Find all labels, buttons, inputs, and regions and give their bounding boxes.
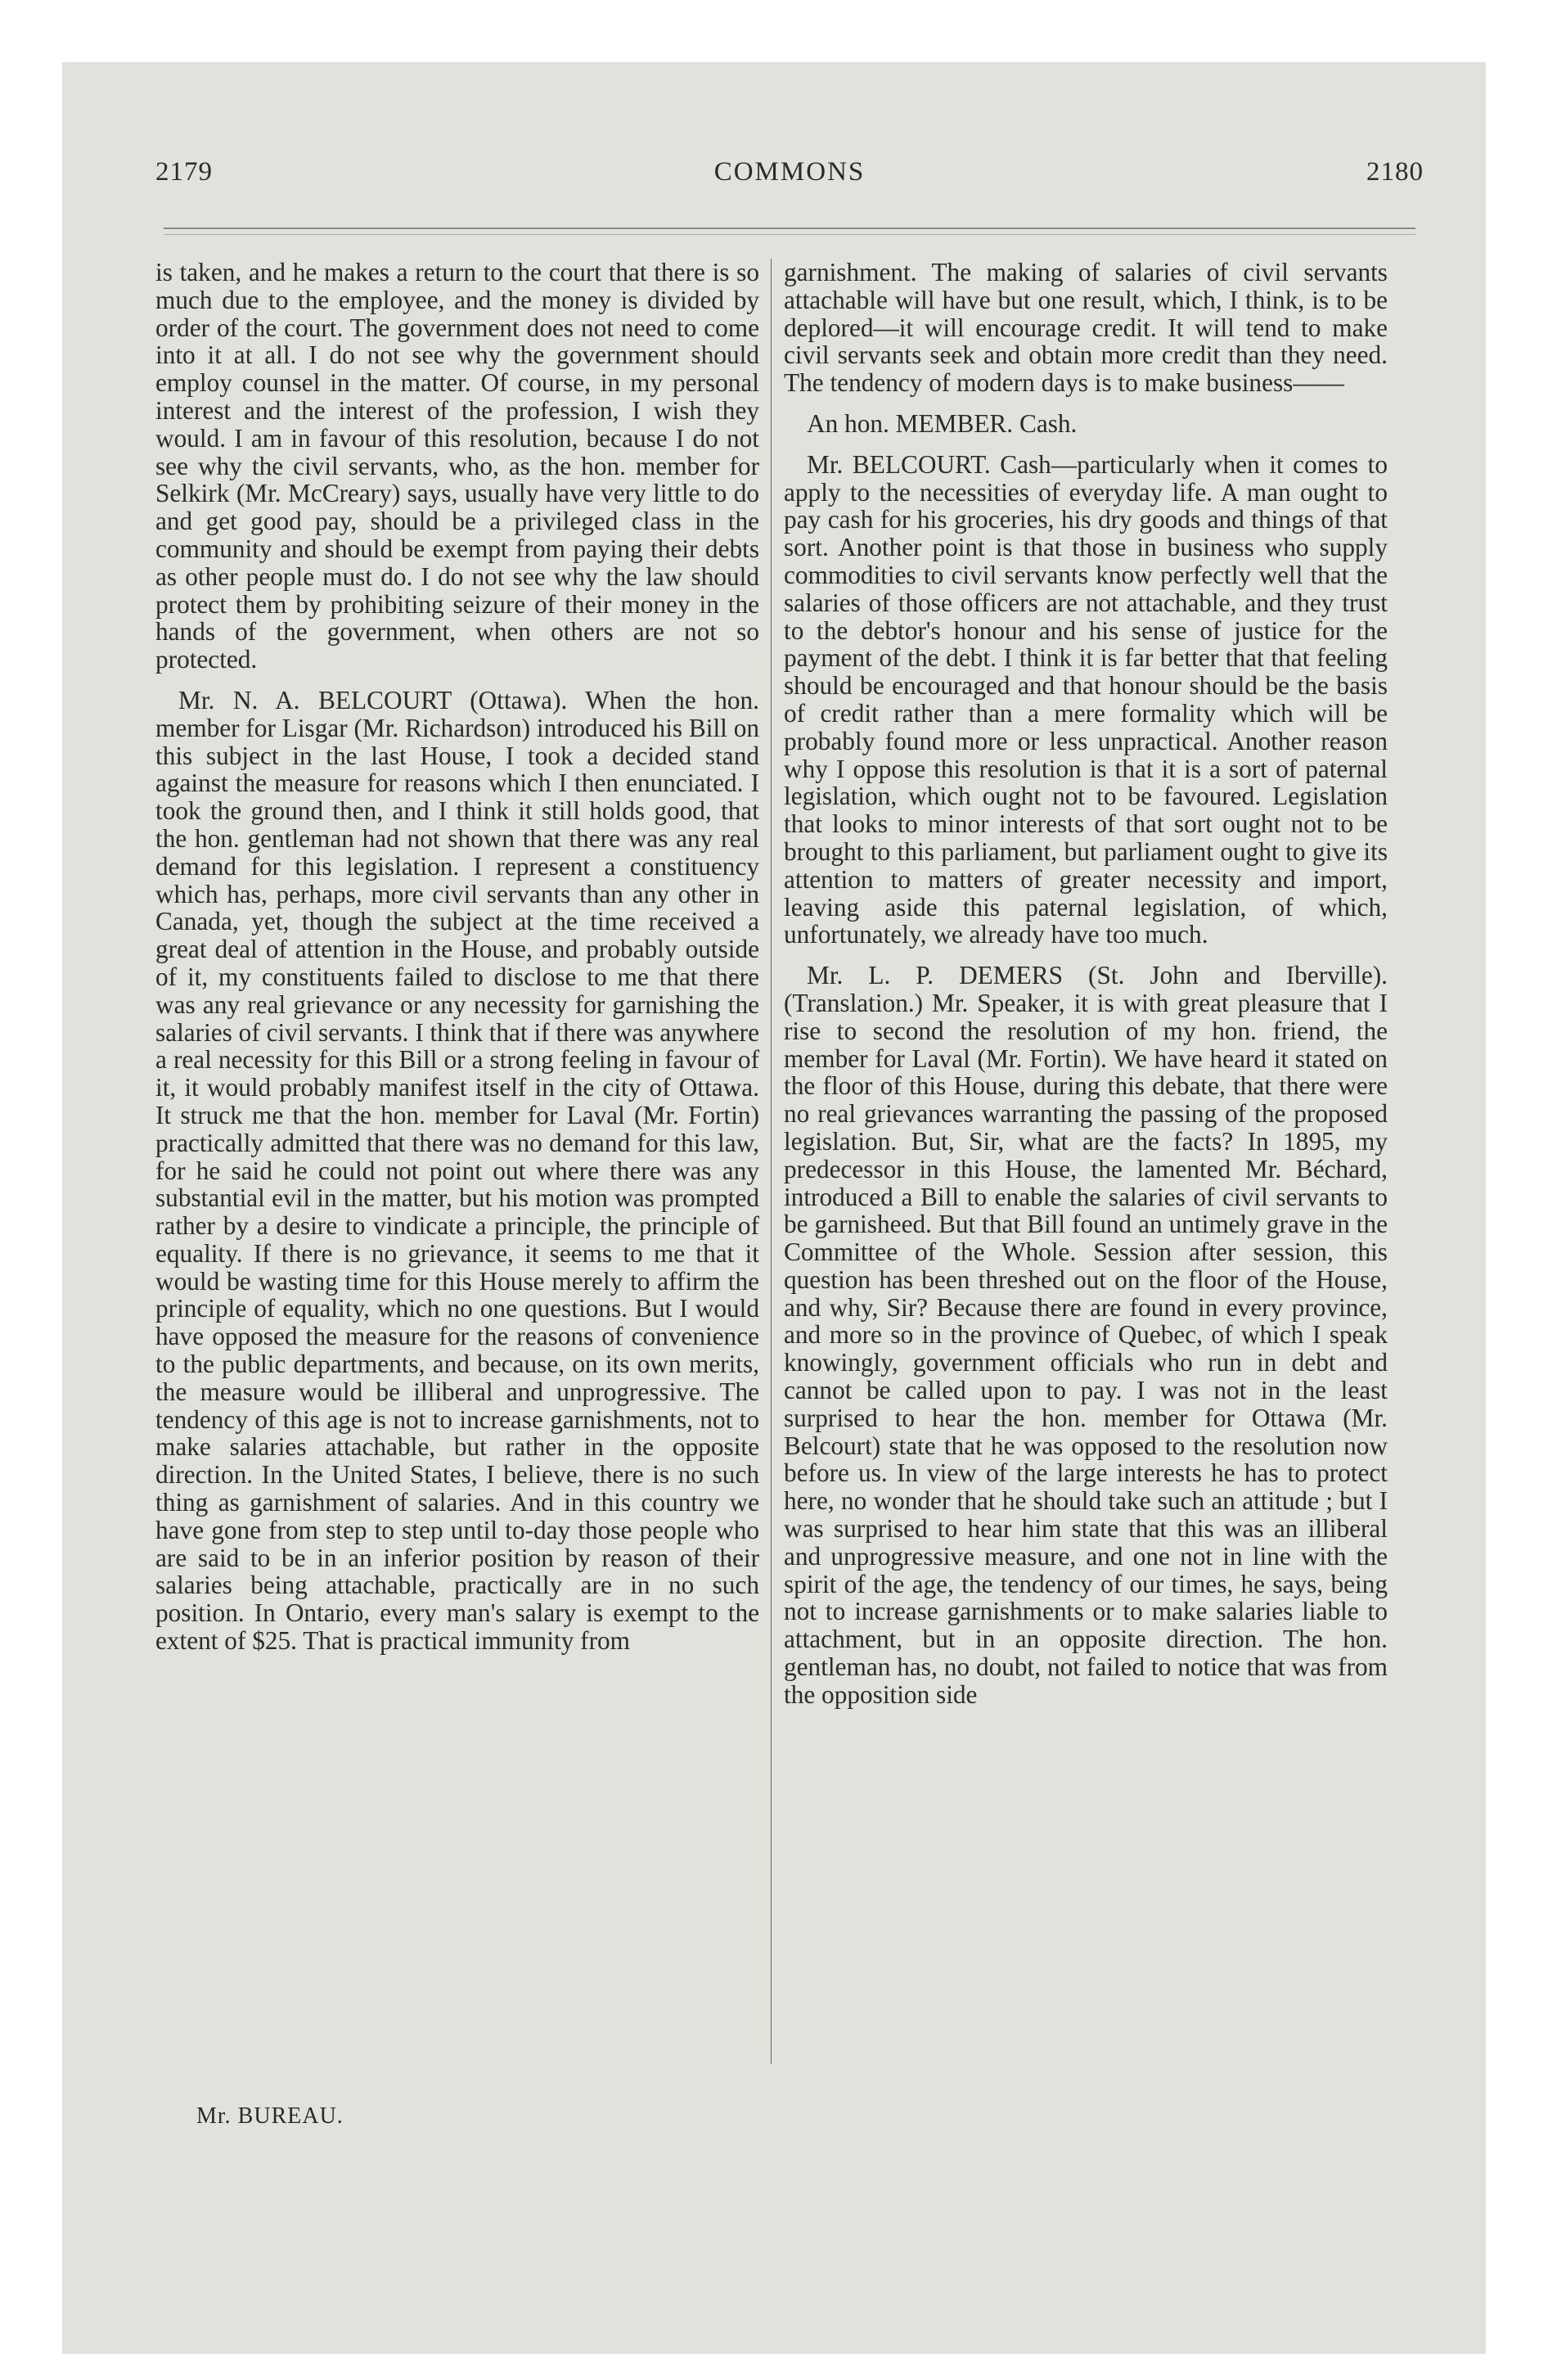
header-rule — [164, 228, 1415, 229]
running-header — [155, 144, 1424, 201]
column-divider — [771, 259, 772, 2064]
page-number-right: 2180 — [1366, 157, 1424, 187]
footer-speaker: Mr. BUREAU. — [196, 2103, 344, 2129]
left-column — [155, 259, 759, 1655]
paragraph: An hon. MEMBER. Cash. — [807, 408, 1078, 438]
paragraph: Mr. L. P. DEMERS (St. John and Iberville). (Translation.) Mr. Speaker, it is with great pleasure that I rise to second the resolution of my hon. friend, the member for Laval (Mr. Fortin). We have heard it stated on the floor of this House, during this debate, that there were no real grievances warranting the passing of the proposed legislation. But, Sir, what are the facts? In 1895, my predecessor in this House, the lamented Mr. Béchard, introduced a Bill to enable the salaries of civil servants to be garnisheed. But that Bill found an untimely grave in the Committee of the Whole. Session after session, this question has been threshed out on the floor of the House, and why, Sir? Because there are found in every province, and more so in the province of Quebec, of which I speak knowingly, government officials who run in debt and cannot be called upon to pay. I was not in the least surprised to hear the hon. member for Ottawa (Mr. Belcourt) state that he was opposed to the resolution now before us. In view of the large interests he has to protect here, no wonder that he should take such an attitude ; but I was surprised to hear him state that this was an illiberal and unprogressive measure, and one not in line with the spirit of the age, the tendency of our times, he says, being not to increase garnishments or to make salaries liable to attachment, but in an opposite direction. The hon. gentleman has, no doubt, not failed to notice that was from the opposition side — [784, 961, 1388, 1709]
paragraph: Mr. BELCOURT. Cash—particularly when it comes to apply to the necessities of everyday life. A man ought to pay cash for his groceries, his dry goods and things of that sort. Another point is that those in business who supply commodities to civil servants know perfectly well that the salaries of those officers are not attachable, and they trust to the debtor's honour and his sense of justice for the payment of the debt. I think it is far better that that feeling should be encouraged and that honour should be the basis of credit rather than a mere formality which will be probably found more or less unpractical. Another reason why I oppose this resolution is that it is a sort of paternal legislation, which ought not to be favoured. Legislation that looks to minor interests of that sort ought not to be brought to this parliament, but parliament ought to give its attention to matters of greater necessity and import, leaving aside this paternal legislation, of which, unfortunately, we already have too much. — [784, 449, 1388, 949]
header-rule-secondary — [164, 234, 1415, 235]
paragraph: Mr. N. A. BELCOURT (Ottawa). When the hon. member for Lisgar (Mr. Richardson) introduced his Bill on this subject in the last House, I took a decided stand against the measure for reasons which I then enunciated. I took the ground then, and I think it still holds good, that the hon. gentleman had not shown that there was any real demand for this legislation. I represent a constituency which has, perhaps, more civil servants than any other in Canada, yet, though the subject at the time received a great deal of attention in the House, and probably outside of it, my constituents failed to disclose to me that there was any real grievance or any necessity for garnishing the salaries of civil servants. I think that if there was anywhere a real necessity for this Bill or a strong feeling in favour of it, it would probably manifest itself in the city of Ottawa. It struck me that the hon. member for Laval (Mr. Fortin) practically admitted that there was no demand for this law, for he said he could not point out where there was any substantial evil in the matter, but his motion was prompted rather by a desire to vindicate a principle, the principle of equality. If there is no grievance, it seems to me that it would be wasting time for this House merely to affirm the principle of equality, which no one questions. But I would have opposed the measure for the reasons of convenience to the public departments, and because, on its own merits, the measure would be illiberal and unprogressive. The tendency of this age is not to increase garnishments, not to make salaries attachable, but rather in the opposite direction. In the United States, I believe, there is no such thing as garnishment of salaries. And in this country we have gone from step to step until to-day those people who are said to be in an inferior position by reason of their salaries being attachable, practically are in no such position. In Ontario, every man's salary is exempt to the extent of $25. That is practical immunity from — [155, 685, 759, 1656]
right-column — [784, 259, 1388, 1709]
hansard-page — [155, 144, 1424, 2231]
page-number-left: 2179 — [155, 157, 213, 187]
paragraph: garnishment. The making of salaries of civil servants attachable will have but one result, which, I think, is to be deplored—it will encourage credit. It will tend to make civil servants seek and obtain more credit than they need. The tendency of modern days is to make business—— — [784, 258, 1388, 398]
paragraph: is taken, and he makes a return to the court that there is so much due to the employee, and the money is divided by order of the court. The government does not need to come into it at all. I do not see why the government should employ counsel in the matter. Of course, in my personal interest and the interest of the profession, I wish they would. I am in favour of this resolution, because I do not see why the civil servants, who, as the hon. member for Selkirk (Mr. McCreary) says, usually have very little to do and get good pay, should be a privileged class in the community and should be exempt from paying their debts as other people must do. I do not see why the law should protect them by prohibiting seizure of their money in the hands of the government, when others are not so protected. — [155, 258, 759, 674]
header-title: COMMONS — [713, 157, 866, 187]
